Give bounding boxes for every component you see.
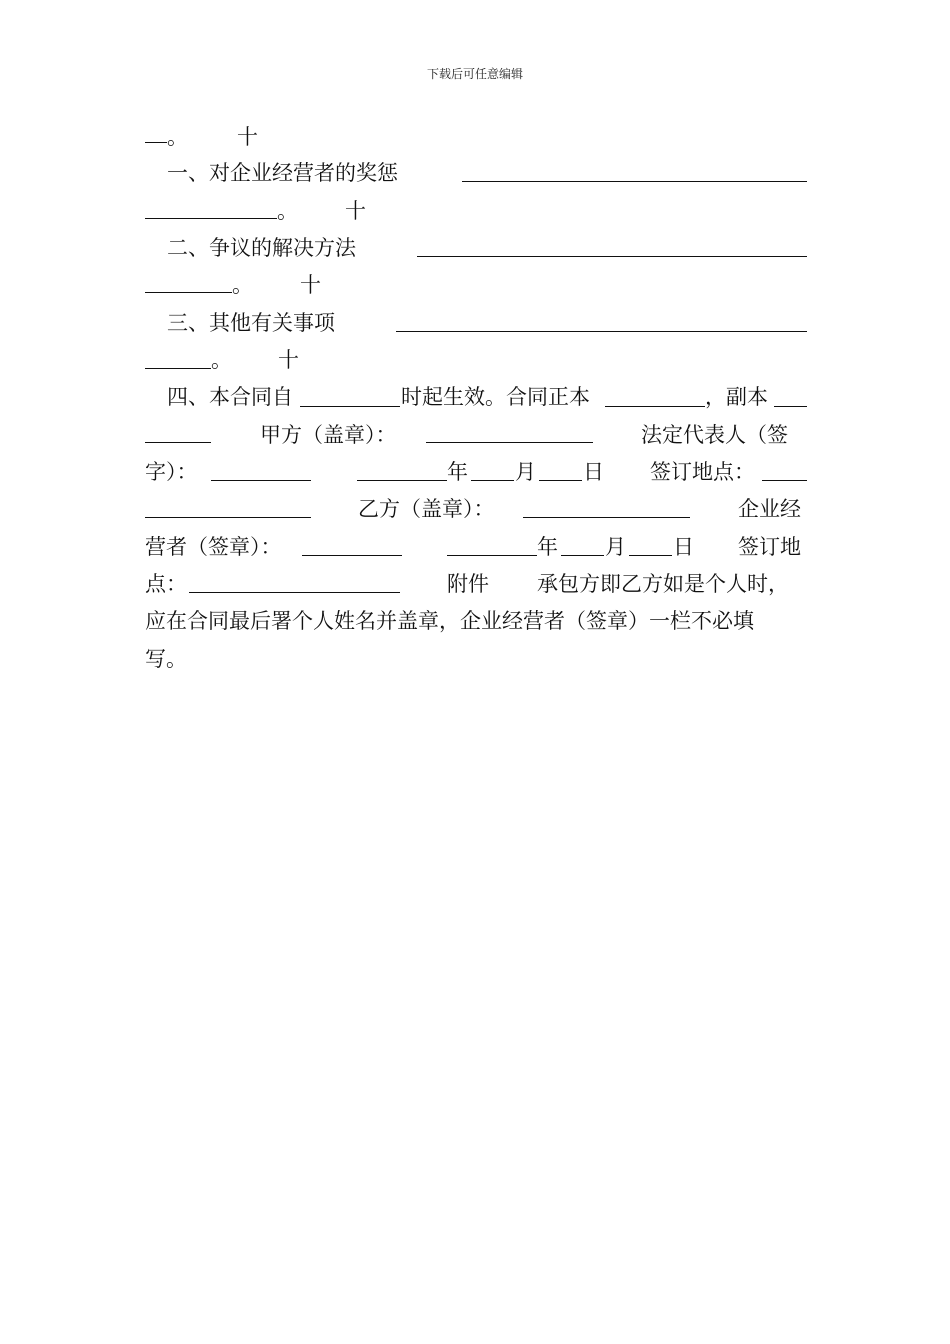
text: 十 <box>278 348 299 372</box>
text: 。 <box>211 348 232 372</box>
text: 月 <box>515 460 536 484</box>
text: 时起生效。合同正本 <box>401 385 590 409</box>
text: 乙方（盖章）： <box>358 497 495 521</box>
section-heading <box>167 233 356 263</box>
text: 二、争议的解决方法 <box>167 236 356 260</box>
text: 应在合同最后署个人姓名并盖章，企业经营者（签章）一栏不必填 <box>145 609 754 633</box>
text: 日 <box>583 460 604 484</box>
blank-line[interactable] <box>396 331 807 332</box>
blank-line[interactable] <box>145 218 277 219</box>
text: 附件 <box>447 572 489 596</box>
text: 月 <box>605 535 626 559</box>
text: 营者（签章）： <box>145 535 282 559</box>
text: 年 <box>537 535 558 559</box>
text: 十 <box>237 125 258 149</box>
text: 签订地点： <box>650 460 755 484</box>
text: 年 <box>447 460 468 484</box>
text: 点： <box>145 572 187 596</box>
text: 十 <box>300 273 321 297</box>
blank-line[interactable] <box>145 292 232 293</box>
blank-line[interactable] <box>302 555 402 556</box>
text: 日 <box>673 535 694 559</box>
text: 企业经 <box>738 497 801 521</box>
text: ，副本 <box>705 385 768 409</box>
blank-line[interactable] <box>145 142 167 143</box>
blank-line[interactable] <box>145 442 211 443</box>
blank-line[interactable] <box>300 406 400 407</box>
text: 一、对企业经营者的奖惩 <box>167 161 398 185</box>
text: 签订地 <box>738 535 801 559</box>
blank-line[interactable] <box>762 480 807 481</box>
text: 字）： <box>145 460 198 484</box>
text: 甲方（盖章）： <box>260 423 397 447</box>
text: 法定代表人（签 <box>641 423 788 447</box>
text: 。 <box>277 199 298 223</box>
text: 十 <box>345 199 366 223</box>
blank-line[interactable] <box>211 480 311 481</box>
blank-line[interactable] <box>774 406 807 407</box>
blank-line[interactable] <box>523 517 690 518</box>
text: 三、其他有关事项 <box>167 311 335 335</box>
blank-line[interactable] <box>629 555 672 556</box>
blank-line[interactable] <box>417 256 807 257</box>
text-line <box>145 606 754 636</box>
blank-line[interactable] <box>145 368 211 369</box>
blank-line[interactable] <box>447 555 537 556</box>
page-header: 下载后可任意编辑 <box>426 67 523 81</box>
blank-line[interactable] <box>426 442 593 443</box>
blank-line[interactable] <box>539 480 582 481</box>
text: 承包方即乙方如是个人时， <box>537 572 789 596</box>
text: 写。 <box>145 647 187 671</box>
blank-line[interactable] <box>189 592 400 593</box>
blank-line[interactable] <box>605 406 705 407</box>
blank-line[interactable] <box>471 480 514 481</box>
text-line <box>145 644 187 674</box>
section-heading <box>167 308 335 338</box>
text: 四、本合同自 <box>167 385 293 409</box>
blank-line[interactable] <box>561 555 604 556</box>
text: 。 <box>167 125 188 149</box>
section-heading <box>167 158 398 188</box>
blank-line[interactable] <box>462 181 807 182</box>
blank-line[interactable] <box>357 480 447 481</box>
blank-line[interactable] <box>145 517 311 518</box>
text: 。 <box>232 273 253 297</box>
